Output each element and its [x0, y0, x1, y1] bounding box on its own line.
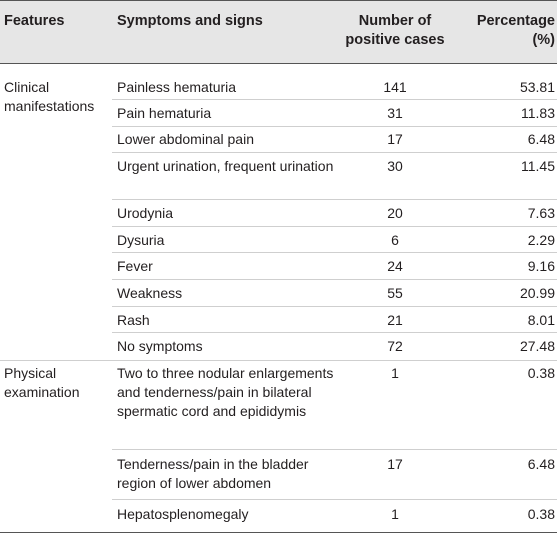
table-row-percentage: 53.81: [519, 79, 555, 95]
table-row-symptom: Rash: [117, 312, 150, 328]
table-row-number: 55: [387, 285, 403, 301]
row-divider: [112, 226, 557, 227]
header-features: Features: [4, 13, 65, 29]
table-row-number: 72: [387, 338, 403, 354]
table-row-number: 20: [387, 205, 403, 221]
header-symptoms: Symptoms and signs: [117, 13, 263, 29]
table-row-number: 24: [387, 258, 403, 274]
row-divider: [112, 332, 557, 333]
group-divider: [0, 360, 557, 361]
table-row-number: 1: [391, 506, 399, 522]
table-row-number: 31: [387, 105, 403, 121]
table-row-symptom: No symptoms: [117, 338, 203, 354]
table-row-symptom: Painless hematuria: [117, 79, 237, 95]
table-row-symptom: Tenderness/pain in the bladder region of lower abdomen: [117, 456, 309, 491]
table-row-percentage: 6.48: [527, 456, 555, 472]
row-divider: [112, 252, 557, 253]
row-divider: [112, 99, 557, 100]
table-row-number: 21: [387, 312, 403, 328]
table-row-symptom: Pain hematuria: [117, 105, 212, 121]
header-number: Number of positive cases: [345, 13, 445, 48]
table-row-percentage: 6.48: [527, 131, 555, 147]
table-row-percentage: 20.99: [519, 285, 555, 301]
table-row-percentage: 0.38: [527, 506, 555, 522]
row-divider: [112, 199, 557, 200]
row-divider: [112, 152, 557, 153]
table-row-symptom: Hepatosplenomegaly: [117, 506, 249, 522]
bottom-rule: [0, 532, 557, 533]
row-divider: [112, 499, 557, 500]
table-row-symptom: Two to three nodular enlargements and tenderness/pain in bilateral spermatic cord and epididymis: [117, 365, 334, 419]
table-row-number: 17: [387, 456, 403, 472]
table-row-symptom: Fever: [117, 258, 153, 274]
header-rule: [0, 63, 557, 64]
table-row-symptom: Dysuria: [117, 232, 165, 248]
table-row-symptom: Lower abdominal pain: [117, 131, 254, 147]
table-row-percentage: 7.63: [527, 205, 555, 221]
table-row-percentage: 11.45: [521, 158, 555, 174]
feature-physical: Physical examination: [4, 365, 80, 400]
table-row-percentage: 2.29: [527, 232, 555, 248]
row-divider: [112, 449, 557, 450]
top-rule: [0, 0, 557, 1]
table-row-number: 1: [391, 365, 399, 381]
table-row-percentage: 0.38: [527, 365, 555, 381]
feature-clinical: Clinical manifestations: [4, 79, 95, 114]
table-row-symptom: Weakness: [117, 285, 183, 301]
table-row-number: 17: [387, 131, 403, 147]
table-row-number: 30: [387, 158, 403, 174]
table-row-percentage: 9.16: [527, 258, 555, 274]
table-row-percentage: 8.01: [527, 312, 555, 328]
row-divider: [112, 126, 557, 127]
table-row-symptom: Urgent urination, frequent urination: [117, 158, 334, 174]
table-row-percentage: 11.83: [521, 105, 555, 121]
table-row-symptom: Urodynia: [117, 205, 174, 221]
row-divider: [112, 279, 557, 280]
row-divider: [112, 306, 557, 307]
table-row-number: 6: [391, 232, 399, 248]
header-percentage: Percentage (%): [476, 13, 555, 48]
table-row-percentage: 27.48: [519, 338, 555, 354]
table-row-number: 141: [383, 79, 407, 95]
